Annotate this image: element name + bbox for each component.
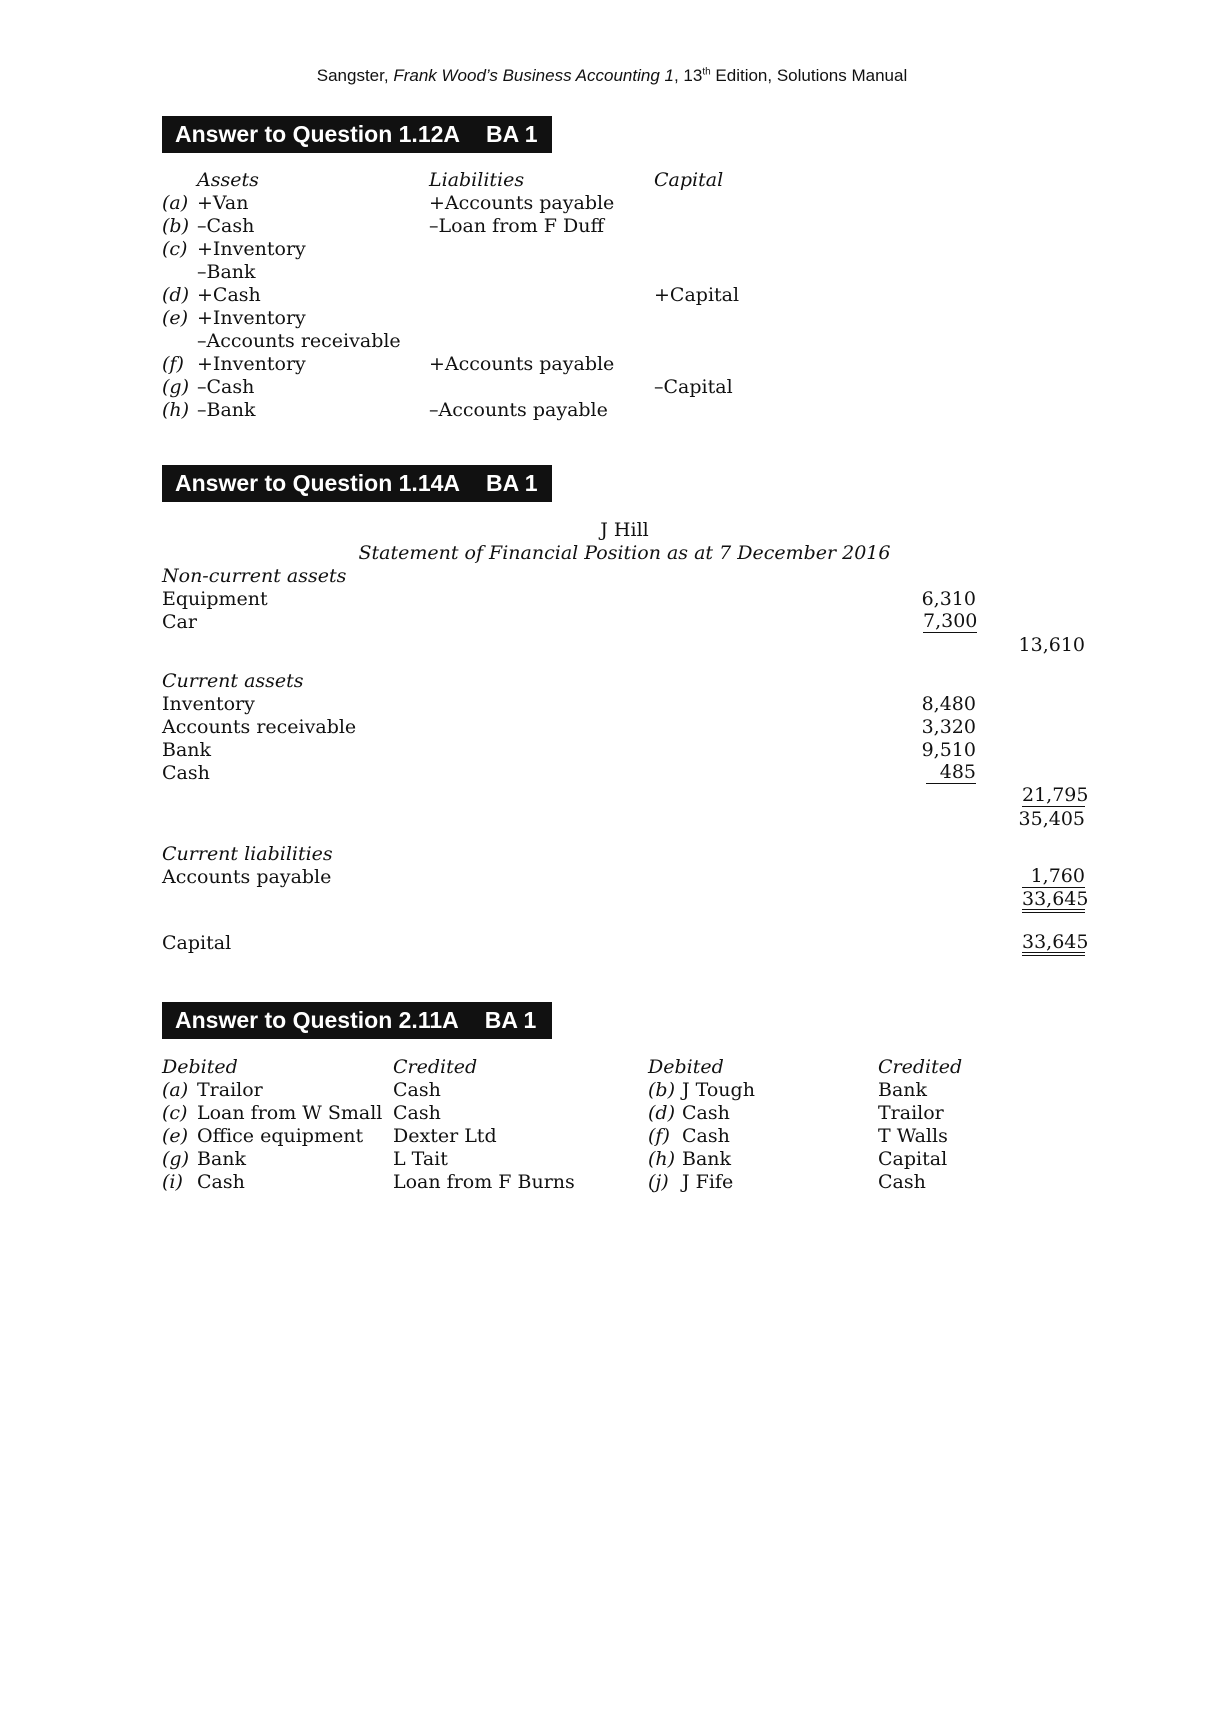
q112-row-assets: –Accounts receivable (197, 330, 401, 352)
q211-row-credited: L Tait (393, 1148, 448, 1170)
q112-heading: Answer to Question 1.12A (175, 121, 461, 147)
q112-row-label: (e) (162, 307, 189, 329)
q211-row-credited: Bank (878, 1079, 928, 1101)
q114-noncurrent-total: 13,610 (1018, 634, 1085, 656)
header-author: Sangster, (316, 66, 389, 85)
q114-payable-label: Accounts payable (162, 866, 332, 888)
q211-row-debited: Cash (682, 1125, 730, 1147)
q114-payable-value: 1,760 (1022, 866, 1085, 888)
header-book-title: Frank Wood’s Business Accounting 1 (393, 66, 674, 85)
q211-right-col-debited: Debited (648, 1056, 724, 1078)
q114-code: BA 1 (486, 470, 538, 496)
q114-bank-value: 9,510 (921, 739, 976, 761)
q112-row-assets: –Bank (197, 399, 256, 421)
q112-row-liabilities: +Accounts payable (429, 192, 615, 214)
q112-row-assets: +Cash (197, 284, 261, 306)
q112-row-assets: –Cash (197, 376, 255, 398)
q211-row-debited: Trailor (197, 1079, 263, 1101)
q211-row-label: (i) (162, 1171, 183, 1193)
q114-entity: J Hill (600, 519, 649, 541)
q211-row-debited: J Fife (682, 1171, 734, 1193)
q114-total-assets: 35,405 (1018, 808, 1085, 830)
q211-row-label: (a) (162, 1079, 189, 1101)
q211-row-label: (f) (648, 1125, 670, 1147)
q114-heading-bar (162, 465, 552, 502)
q112-row-label: (c) (162, 238, 188, 260)
q211-row-credited: Cash (393, 1102, 441, 1124)
q211-row-credited: Cash (878, 1171, 926, 1193)
q211-code: BA 1 (484, 1007, 537, 1033)
q211-row-debited: Bank (197, 1148, 247, 1170)
q114-heading: Answer to Question 1.14A (175, 470, 461, 496)
q211-left-col-credited: Credited (393, 1056, 478, 1078)
q112-row-assets: +Inventory (197, 307, 306, 329)
q211-row-debited: Bank (682, 1148, 732, 1170)
q211-row-debited: Cash (682, 1102, 730, 1124)
q114-equipment-value: 6,310 (921, 588, 976, 610)
q112-row-liabilities: –Loan from F Duff (429, 215, 604, 237)
q211-row-label: (e) (162, 1125, 189, 1147)
q112-row-label: (h) (162, 399, 190, 421)
header-edition-rest: Edition, Solutions Manual (710, 66, 908, 85)
q211-row-label: (d) (648, 1102, 675, 1124)
q112-col-capital: Capital (654, 169, 724, 191)
q112-row-label: (d) (162, 284, 189, 306)
q211-right-col-credited: Credited (878, 1056, 963, 1078)
q112-row-liabilities: –Accounts payable (429, 399, 608, 421)
q112-row-liabilities: +Accounts payable (429, 353, 615, 375)
q114-receivable-label: Accounts receivable (162, 716, 357, 738)
q114-equipment-label: Equipment (162, 588, 268, 610)
q112-col-liabilities: Liabilities (429, 169, 525, 191)
q112-row-label: (g) (162, 376, 189, 398)
q112-row-label: (a) (162, 192, 189, 214)
q211-row-credited: T Walls (878, 1125, 948, 1147)
q211-row-credited: Capital (878, 1148, 948, 1170)
q112-col-assets: Assets (197, 169, 259, 191)
q211-heading: Answer to Question 2.11A (175, 1007, 459, 1033)
q114-car-cell (923, 611, 977, 632)
q114-inventory-value: 8,480 (921, 693, 976, 715)
q112-row-assets: –Bank (197, 261, 256, 283)
q114-cash-label: Cash (162, 762, 210, 784)
q114-cash-value: 485 (926, 762, 976, 784)
q112-row-assets: –Cash (197, 215, 255, 237)
q211-row-debited: Office equipment (197, 1125, 364, 1147)
q112-row-label: (b) (162, 215, 189, 237)
q112-row-assets: +Inventory (197, 238, 306, 260)
q114-noncurrent-heading: Non-current assets (162, 565, 347, 587)
q114-bank-label: Bank (162, 739, 212, 761)
q112-row-assets: +Inventory (197, 353, 306, 375)
q211-row-label: (h) (648, 1148, 676, 1170)
q112-row-label: (f) (162, 353, 184, 375)
q112-heading-bar (162, 116, 552, 153)
q114-capital-label: Capital (162, 932, 232, 954)
q211-row-debited: Loan from W Small (197, 1102, 383, 1124)
q112-row-capital: –Capital (654, 376, 733, 398)
header-edition-num: , 13 (673, 66, 703, 85)
q112-code: BA 1 (486, 121, 538, 147)
q114-current-heading: Current assets (162, 670, 304, 692)
q211-row-label: (j) (648, 1171, 669, 1193)
q114-net-assets: 33,645 (1022, 889, 1085, 913)
q114-car-value: 7,300 (923, 610, 978, 632)
q114-inventory-label: Inventory (162, 693, 255, 715)
q114-current-total: 21,795 (1022, 784, 1089, 806)
q211-row-debited: J Tough (682, 1079, 755, 1101)
q211-row-credited: Loan from F Burns (393, 1171, 575, 1193)
running-header (0, 66, 1224, 86)
q211-row-credited: Dexter Ltd (393, 1125, 497, 1147)
q211-row-debited: Cash (197, 1171, 245, 1193)
header-edition-sup: th (702, 66, 711, 78)
q114-statement-title: Statement of Financial Position as at 7 December 2016 (358, 542, 891, 564)
q211-left-col-debited: Debited (162, 1056, 238, 1078)
q211-row-credited: Cash (393, 1079, 441, 1101)
q114-capital-value: 33,645 (1022, 932, 1085, 956)
q211-row-label: (b) (648, 1079, 675, 1101)
q211-heading-bar (162, 1002, 552, 1039)
q112-row-assets: +Van (197, 192, 249, 214)
q112-row-capital: +Capital (654, 284, 740, 306)
q114-receivable-value: 3,320 (921, 716, 976, 738)
q211-row-label: (g) (162, 1148, 189, 1170)
q114-liabilities-heading: Current liabilities (162, 843, 333, 865)
q211-row-credited: Trailor (878, 1102, 944, 1124)
q114-car-label: Car (162, 611, 197, 633)
q211-row-label: (c) (162, 1102, 188, 1124)
